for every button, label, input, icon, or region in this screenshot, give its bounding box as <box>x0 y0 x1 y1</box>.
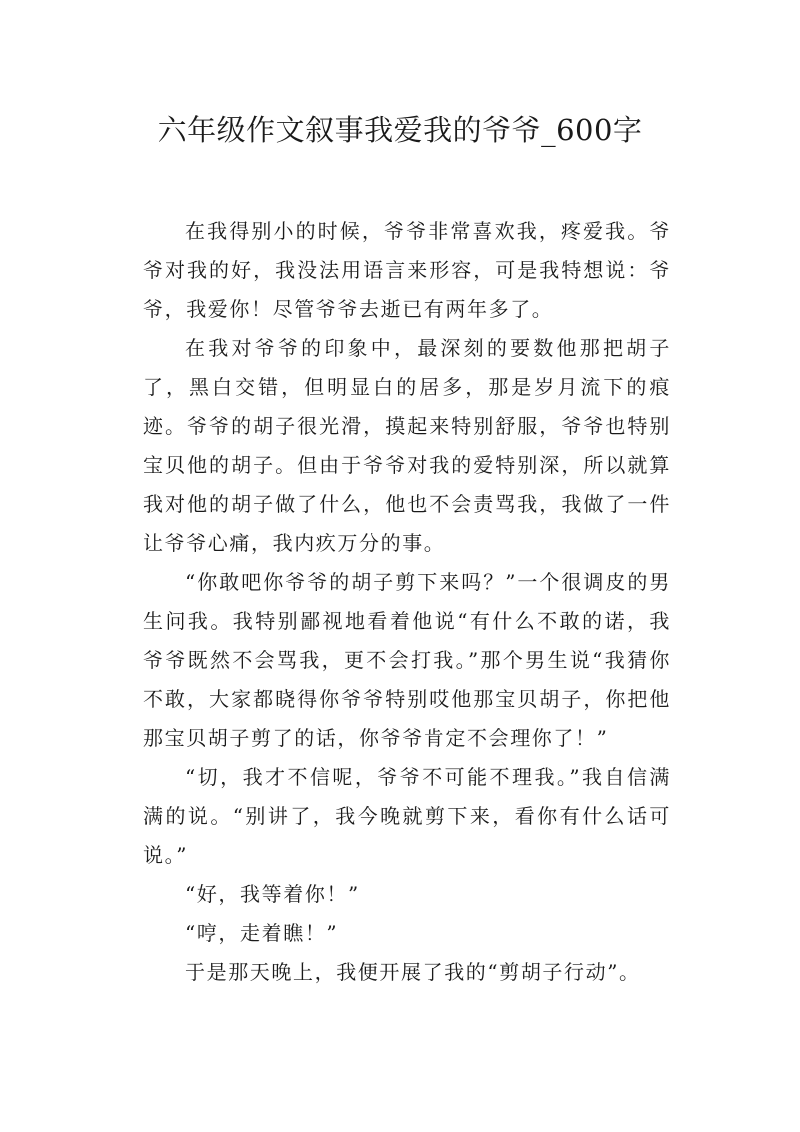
paragraph: 在我得别小的时候，爷爷非常喜欢我，疼爱我。爷爷对我的好，我没法用语言来形容，可是我特想说：爷爷，我爱你！尽管爷爷去逝已有两年多了。 <box>143 219 671 321</box>
paragraph: 于是那天晚上，我便开展了我的“剪胡子行动”。 <box>185 960 641 984</box>
paragraph: “好，我等着你！” <box>185 882 360 906</box>
document-title: 六年级作文叙事我爱我的爷爷_600字 <box>157 113 643 147</box>
paragraph: 在我对爷爷的印象中，最深刻的要数他那把胡子了，黑白交错，但明显白的居多，那是岁月流下的痕迹。爷爷的胡子很光滑，摸起来特别舒服，爷爷也特别宝贝他的胡子。但由于爷爷对我的爱特别深，所以就算我对他的胡子做了什么，他也不会责骂我，我做了一件让爷爷心痛，我内疚万分的事。 <box>143 336 671 555</box>
document-body <box>143 212 671 992</box>
paragraph: “你敢吧你爷爷的胡子剪下来吗？”一个很调皮的男生问我。我特别鄙视地看着他说“有什么不敢的诺，我爷爷既然不会骂我，更不会打我。”那个男生说“我猜你不敢，大家都晓得你爷爷特别哎他那宝贝胡子，你把他那宝贝胡子剪了的话，你爷爷肯定不会理你了！” <box>143 570 671 750</box>
paragraph: “切，我才不信呢，爷爷不可能不理我。”我自信满满的说。“别讲了，我今晚就剪下来，看你有什么话可说。” <box>143 765 671 867</box>
paragraph: “哼，走着瞧！” <box>185 921 339 945</box>
